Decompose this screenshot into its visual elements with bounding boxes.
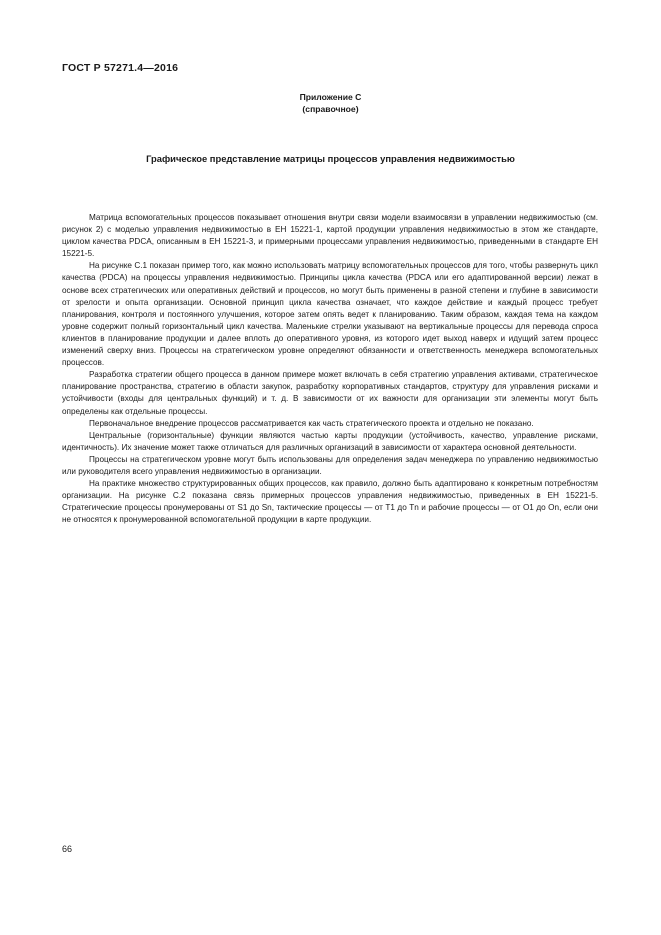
page-number: 66 bbox=[62, 844, 73, 854]
appendix-heading bbox=[0, 91, 661, 115]
standard-code: ГОСТ Р 57271.4—2016 bbox=[62, 62, 179, 74]
paragraph: Центральные (горизонтальные) функции являются частью карты продукции (устойчивость, качество, управление рисками, идентичность). Их значение может также отличаться для различных организаций в зависимости от характера основной деятельности. bbox=[62, 430, 598, 452]
section-title: Графическое представление матрицы процессов управления недвижимостью bbox=[146, 153, 515, 164]
paragraph: Разработка стратегии общего процесса в данном примере может включать в себя стратегию управления активами, стратегическое планирование пространства, стратегию в области закупок, разработку корпоративных стандартов, структуру для управления рисками и устойчивости (входы для центральных функций) и т. д. В зависимости от их важности для организации эти элементы могут быть определены как отдельные процессы. bbox=[62, 370, 598, 416]
paragraph: На рисунке С.1 показан пример того, как можно использовать матрицу вспомогательных процессов для того, чтобы развернуть цикл качества (PDCA) на процессы управления недвижимостью. Принципы цикла качества (PDCA или его адаптированной версии) лежат в основе всех стратегических или оперативных действий и процессов, но могут быть применены в разной степени и глубине в зависимости от зрелости и опыта организации. Основной принцип цикла качества означает, что каждое действие и каждый процесс требует планирования, контроля и постоянного улучшения, которое затем опять ведет к планированию. Таким образом, каждая тема на каждом уровне содержит полный горизонтальный цикл качества. Маленькие стрелки указывают на вертикальные процессы для перевода спроса клиентов в планирование продукции и далее вплоть до оперативного уровня, из которого идет выход наверх и идущий затем процесс изменений сверху вниз. Процессы на стратегическом уровне определяют обязанности и ответственность менеджера вспомогательных процессов. bbox=[62, 261, 598, 368]
paragraph: Матрица вспомогательных процессов показывает отношения внутри связи модели взаимосвязи в управлении недвижимостью (см. рисунок 2) с моделью управления недвижимостью в ЕН 15221-1, картой продукции управления недвижимостью в этом же стандарте, циклом качества PDCA, описанным в ЕН 15221-3, и примерными процессами управления недвижимостью, приведенными в стандарте ЕН 15221-5. bbox=[62, 213, 598, 259]
paragraph: Процессы на стратегическом уровне могут быть использованы для определения задач менеджера по управлению недвижимостью или руководителя всего управления недвижимостью в организации. bbox=[62, 454, 598, 476]
paragraph: Первоначальное внедрение процессов рассматривается как часть стратегического проекта и отдельно не показано. bbox=[89, 418, 534, 428]
appendix-label: Приложение С bbox=[299, 92, 362, 102]
body-text bbox=[62, 212, 598, 526]
paragraph: На практике множество структурированных общих процессов, как правило, должно быть адаптировано к конкретным потребностям организации. На рисунке С.2 показана связь примерных процессов управления недвижимостью, приведенных в ЕН 15221-5. Стратегические процессы пронумерованы от S1 до Sn, тактические процессы — от Т1 до Тn и рабочие процессы — от О1 до Оn, если они не относятся к пронумерованной вспомогательной продукции в карте продукции. bbox=[62, 479, 598, 525]
appendix-type: (справочное) bbox=[302, 104, 359, 114]
